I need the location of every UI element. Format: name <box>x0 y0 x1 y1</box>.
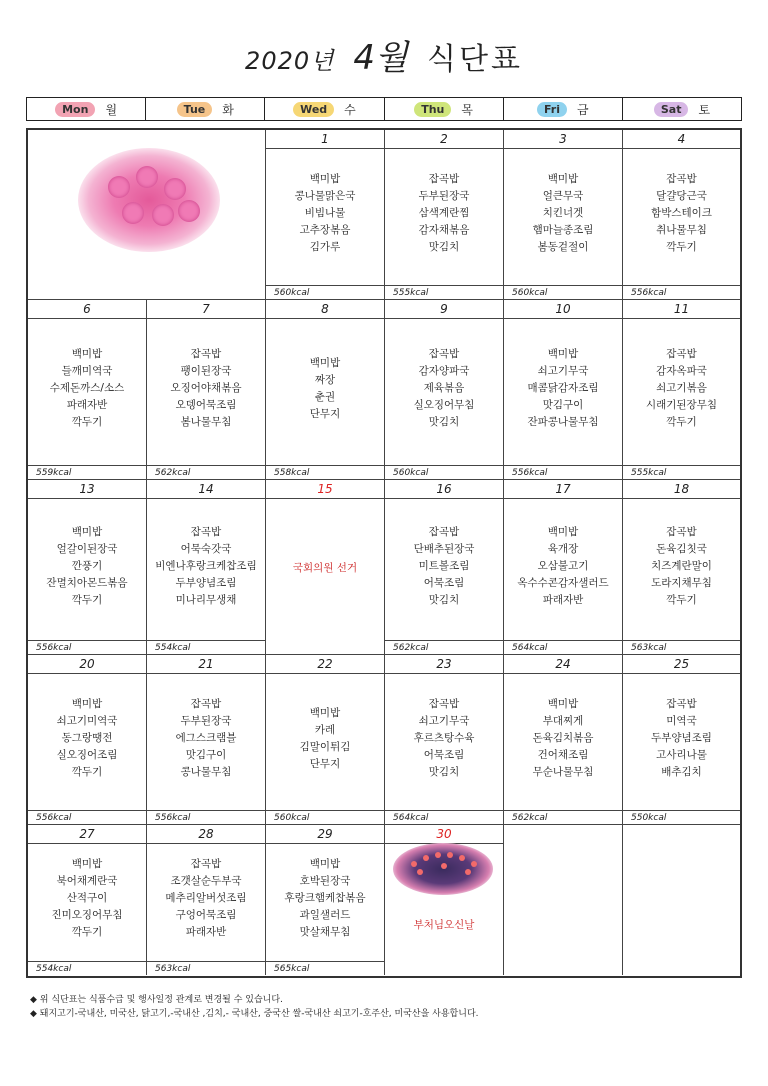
kcal-value: 562kcal <box>504 810 622 824</box>
kcal-value: 564kcal <box>385 810 503 824</box>
menu-item: 백미밥 <box>71 858 103 870</box>
menu-item: 깍두기 <box>666 593 697 606</box>
day-cell <box>266 130 385 300</box>
weekday-en: Thu <box>414 102 451 117</box>
menu-item: 잡곡밥 <box>190 525 222 538</box>
day-number: 8 <box>266 300 384 319</box>
day-number: 2 <box>385 130 503 149</box>
day-cell <box>147 300 266 480</box>
day-number: 24 <box>504 655 622 674</box>
menu-item: 잡곡밥 <box>190 698 222 710</box>
day-number: 14 <box>147 480 265 499</box>
menu-list <box>147 346 265 431</box>
menu-item: 쇠고기볶음 <box>656 382 707 394</box>
menu-item: 호박된장국 <box>299 875 351 887</box>
menu-item: 어묵숙갓국 <box>180 542 232 555</box>
kcal-value: 564kcal <box>504 640 622 654</box>
menu-item: 감자옥파국 <box>656 365 707 377</box>
menu-item: 산적구이 <box>66 892 108 904</box>
weekday-ko: 금 <box>576 102 589 117</box>
weekday-header <box>26 97 742 121</box>
menu-list <box>385 171 503 256</box>
menu-item: 오삼불고기 <box>537 559 589 572</box>
weekday-ko: 수 <box>344 102 356 117</box>
menu-list <box>28 696 146 781</box>
kcal-value: 556kcal <box>28 640 146 654</box>
menu-item: 잡곡밥 <box>190 858 222 870</box>
weekday-ko: 목 <box>461 102 473 117</box>
menu-item: 잡곡밥 <box>666 698 697 710</box>
menu-list <box>147 524 265 609</box>
weekday-fri <box>504 98 623 120</box>
menu-item: 맛살채무침 <box>299 926 351 938</box>
day-cell <box>385 130 504 300</box>
lantern-image <box>393 843 493 895</box>
menu-item: 치즈계란말이 <box>651 559 712 572</box>
menu-item: 달걀당근국 <box>656 190 707 202</box>
day-number: 1 <box>266 130 384 149</box>
menu-item: 감자양파국 <box>418 365 470 377</box>
weekday-mon <box>27 98 146 120</box>
menu-item: 오징어야채볶음 <box>170 382 242 394</box>
day-cell <box>504 300 623 480</box>
day-cell <box>623 300 740 480</box>
day-number: 27 <box>28 825 146 844</box>
menu-item: 고사리나물 <box>656 749 707 761</box>
kcal-value: 565kcal <box>266 961 384 975</box>
menu-item: 실오징어무침 <box>413 399 475 411</box>
menu-item: 춘권 <box>314 390 336 403</box>
weekday-ko: 월 <box>105 102 118 117</box>
menu-item: 육개장 <box>547 542 579 555</box>
menu-item: 콩나물무침 <box>180 766 232 778</box>
menu-item: 도라지채무침 <box>651 576 712 589</box>
menu-item: 시래기된장무침 <box>645 399 717 411</box>
menu-item: 백미밥 <box>309 356 341 369</box>
menu-item: 감자채볶음 <box>418 224 470 236</box>
menu-item: 부대찌게 <box>542 715 584 727</box>
flower-image-cell <box>28 130 266 300</box>
kcal-value: 560kcal <box>266 810 384 824</box>
menu-item: 파래자반 <box>185 926 227 938</box>
day-cell <box>28 480 147 655</box>
kcal-value: 563kcal <box>147 961 265 975</box>
menu-item: 백미밥 <box>71 698 103 710</box>
day-cell <box>385 480 504 655</box>
menu-item: 취나물무침 <box>656 224 707 236</box>
menu-item: 깍두기 <box>71 926 103 938</box>
menu-item: 단무지 <box>309 407 341 420</box>
kcal-value: 554kcal <box>147 640 265 654</box>
menu-item: 미트볼조림 <box>418 559 470 572</box>
menu-list <box>147 696 265 781</box>
menu-item: 잡곡밥 <box>666 525 697 538</box>
menu-item: 파래자반 <box>66 399 108 411</box>
title-word: 식단표 <box>426 42 523 77</box>
menu-item: 백미밥 <box>309 706 341 719</box>
menu-item: 잔파콩나물무침 <box>527 416 599 428</box>
kcal-value: 563kcal <box>623 640 740 654</box>
menu-item: 깍두기 <box>71 416 103 428</box>
day-cell <box>266 825 385 975</box>
menu-item: 백미밥 <box>547 525 579 538</box>
weekday-wed <box>265 98 384 120</box>
menu-item: 쇠고기무국 <box>537 365 589 377</box>
day-cell <box>147 480 266 655</box>
weekday-en: Mon <box>55 102 95 117</box>
day-number: 4 <box>623 130 740 149</box>
menu-item: 북어채계란국 <box>56 875 118 887</box>
menu-item: 동그랑땡전 <box>61 732 113 744</box>
menu-item: 햄마늘종조림 <box>532 224 594 236</box>
menu-item: 두부된장국 <box>180 715 232 727</box>
day-cell <box>504 655 623 825</box>
menu-item: 미역국 <box>666 715 697 727</box>
menu-list <box>266 171 384 256</box>
menu-item: 돈육김칫국 <box>656 542 707 555</box>
menu-item: 잡곡밥 <box>428 348 460 360</box>
day-cell <box>623 480 740 655</box>
weekday-en: Tue <box>177 102 213 117</box>
menu-item: 무순나물무침 <box>532 766 594 778</box>
menu-item: 제육볶음 <box>423 382 465 394</box>
menu-item: 어묵조림 <box>423 576 465 589</box>
weekday-sat <box>623 98 741 120</box>
menu-item: 단무지 <box>309 757 341 770</box>
menu-item: 맛김치 <box>428 766 460 778</box>
menu-item: 과일샐러드 <box>299 909 351 921</box>
menu-item: 잔멸치아몬드볶음 <box>46 576 128 589</box>
menu-item: 잡곡밥 <box>428 525 460 538</box>
azalea-flower-image <box>78 148 220 252</box>
day-number: 3 <box>504 130 622 149</box>
menu-item: 백미밥 <box>71 348 103 360</box>
day-number: 29 <box>266 825 384 844</box>
menu-item: 두부양념조림 <box>651 732 712 744</box>
kcal-value: 560kcal <box>504 285 622 299</box>
day-number: 11 <box>623 300 740 319</box>
menu-item: 맛김치 <box>428 241 460 253</box>
menu-list <box>504 524 622 609</box>
weekday-en: Wed <box>293 102 334 117</box>
kcal-value: 554kcal <box>28 961 146 975</box>
menu-item: 짜장 <box>314 373 336 386</box>
day-number: 23 <box>385 655 503 674</box>
menu-item: 돈육김치볶음 <box>532 732 594 744</box>
kcal-value: 556kcal <box>504 465 622 479</box>
menu-item: 비빔나물 <box>304 207 346 219</box>
day-cell <box>504 480 623 655</box>
day-number: 7 <box>147 300 265 319</box>
holiday-label: 국회의원 선거 <box>292 561 358 574</box>
menu-item: 배추김치 <box>661 766 702 778</box>
day-number: 21 <box>147 655 265 674</box>
kcal-value: 560kcal <box>385 465 503 479</box>
kcal-value: 550kcal <box>623 810 740 824</box>
kcal-value: 559kcal <box>28 465 146 479</box>
day-cell <box>28 655 147 825</box>
menu-item: 고추장볶음 <box>299 224 351 236</box>
menu-item: 맛김구이 <box>542 399 584 411</box>
menu-item: 카레 <box>314 723 336 736</box>
menu-item: 후랑크햄케찹볶음 <box>284 892 366 904</box>
day-cell <box>385 655 504 825</box>
menu-list <box>504 171 622 256</box>
menu-item: 건어채조림 <box>537 749 589 761</box>
menu-item: 백미밥 <box>71 525 103 538</box>
menu-item: 깍두기 <box>666 416 697 428</box>
day-cell <box>504 130 623 300</box>
empty-day-cell <box>504 825 623 975</box>
menu-item: 백미밥 <box>547 348 579 360</box>
kcal-value: 556kcal <box>28 810 146 824</box>
menu-item: 조갯살순두부국 <box>170 875 242 887</box>
day-cell <box>147 825 266 975</box>
kcal-value: 562kcal <box>385 640 503 654</box>
menu-item: 옥수수콘감자샐러드 <box>517 576 609 589</box>
day-cell <box>147 655 266 825</box>
menu-item: 단배추된장국 <box>413 542 475 555</box>
day-number: 18 <box>623 480 740 499</box>
empty-day-cell <box>623 825 740 975</box>
kcal-value: 555kcal <box>623 465 740 479</box>
menu-list <box>266 355 384 423</box>
menu-item: 맛김치 <box>428 593 460 606</box>
menu-item: 오뎅어묵조림 <box>175 399 237 411</box>
menu-item: 삼색계란찜 <box>418 207 470 219</box>
kcal-value: 555kcal <box>385 285 503 299</box>
menu-item: 백미밥 <box>309 858 341 870</box>
day-number: 16 <box>385 480 503 499</box>
menu-list <box>147 856 265 941</box>
menu-item: 백미밥 <box>547 173 579 185</box>
notes-section <box>30 993 730 1021</box>
day-number: 10 <box>504 300 622 319</box>
day-cell <box>385 300 504 480</box>
weekday-thu <box>385 98 504 120</box>
kcal-value: 558kcal <box>266 465 384 479</box>
day-cell <box>623 655 740 825</box>
menu-item: 쇠고기무국 <box>418 715 470 727</box>
menu-item: 실오징어조림 <box>56 749 118 761</box>
menu-item: 김말이튀김 <box>299 740 351 753</box>
menu-list <box>266 856 384 941</box>
menu-item: 두부된장국 <box>418 190 470 202</box>
day-number: 17 <box>504 480 622 499</box>
day-cell <box>28 300 147 480</box>
menu-item: 두부양념조림 <box>175 576 237 589</box>
menu-item: 봄나물무침 <box>180 416 232 428</box>
menu-item: 잡곡밥 <box>190 348 222 360</box>
menu-item: 잡곡밥 <box>666 348 697 360</box>
menu-item: 구엉어묵조림 <box>175 909 237 921</box>
menu-item: 깍두기 <box>666 241 697 253</box>
menu-item: 진미오징어무침 <box>51 909 123 921</box>
menu-list <box>623 171 740 256</box>
menu-item: 팽이된장국 <box>180 365 232 377</box>
menu-item: 어묵조림 <box>423 749 465 761</box>
menu-item: 잡곡밥 <box>666 173 697 185</box>
title-month: 4월 <box>353 38 408 78</box>
title-year: 2020년 <box>245 47 335 75</box>
day-number: 15 <box>266 480 384 499</box>
day-cell <box>266 480 385 655</box>
weekday-en: Sat <box>654 102 689 117</box>
menu-item: 비엔나후랑크케찹조림 <box>155 559 257 572</box>
menu-item: 에그스크램블 <box>175 732 237 744</box>
menu-item: 백미밥 <box>309 173 341 185</box>
menu-list <box>623 696 740 781</box>
menu-list <box>385 346 503 431</box>
menu-item: 메추리알버섯조림 <box>165 892 247 904</box>
day-number: 25 <box>623 655 740 674</box>
day-number: 9 <box>385 300 503 319</box>
menu-item: 함박스테이크 <box>651 207 712 219</box>
menu-list <box>623 524 740 609</box>
menu-list <box>504 346 622 431</box>
menu-item: 콩나물맑은국 <box>294 190 356 202</box>
note-line: ◆ 돼지고기-국내산, 미국산, 닭고기,-국내산 ,김치,- 국내산, 중국산 쌀-국내산 쇠고기-호주산, 미국산을 사용합니다. <box>30 1009 479 1019</box>
menu-item: 들깨미역국 <box>61 365 113 377</box>
day-cell <box>266 655 385 825</box>
menu-item: 매콤닭감자조림 <box>527 382 599 394</box>
menu-list <box>623 346 740 431</box>
menu-item: 깍두기 <box>71 766 103 778</box>
menu-item: 깍두기 <box>71 593 103 606</box>
kcal-value: 556kcal <box>623 285 740 299</box>
menu-item: 치킨너겟 <box>542 207 584 219</box>
menu-list <box>28 856 146 941</box>
weekday-ko: 토 <box>698 102 711 117</box>
weekday-en: Fri <box>537 102 567 117</box>
day-number: 13 <box>28 480 146 499</box>
weekday-tue <box>146 98 265 120</box>
menu-item: 김가루 <box>309 241 341 253</box>
day-number: 6 <box>28 300 146 319</box>
menu-list <box>266 705 384 773</box>
menu-list <box>504 696 622 781</box>
menu-item: 잡곡밥 <box>428 698 460 710</box>
day-cell <box>623 130 740 300</box>
day-number: 22 <box>266 655 384 674</box>
menu-item: 미나리무생채 <box>175 593 237 606</box>
menu-item: 얼큰무국 <box>542 190 584 202</box>
day-number: 20 <box>28 655 146 674</box>
weekday-ko: 화 <box>222 102 234 117</box>
day-cell <box>385 825 504 975</box>
menu-item: 잡곡밥 <box>428 173 460 185</box>
menu-item: 깐풍기 <box>71 559 103 572</box>
holiday-label: 부처님오신날 <box>413 919 475 931</box>
menu-list <box>385 696 503 781</box>
day-number: 30 <box>385 825 503 844</box>
note-line: ◆ 위 식단표는 식품수급 및 행사일정 관계로 변경될 수 있습니다. <box>30 995 283 1005</box>
menu-item: 수제돈까스/소스 <box>49 382 125 394</box>
day-number: 28 <box>147 825 265 844</box>
calendar-grid <box>26 128 742 978</box>
menu-item: 쇠고기미역국 <box>56 715 118 727</box>
menu-list <box>385 524 503 609</box>
page-title <box>0 30 768 79</box>
kcal-value: 560kcal <box>266 285 384 299</box>
menu-item: 파래자반 <box>542 593 584 606</box>
kcal-value: 562kcal <box>147 465 265 479</box>
menu-item: 후르츠탕수육 <box>413 732 475 744</box>
menu-item: 봄동겉절이 <box>537 241 589 253</box>
day-cell <box>266 300 385 480</box>
menu-list <box>28 524 146 609</box>
menu-item: 얼갈이된장국 <box>56 542 118 555</box>
menu-item: 백미밥 <box>547 698 579 710</box>
menu-item: 맛김구이 <box>185 749 227 761</box>
day-cell <box>28 825 147 975</box>
kcal-value: 556kcal <box>147 810 265 824</box>
menu-list <box>28 346 146 431</box>
menu-item: 맛김치 <box>428 416 460 428</box>
